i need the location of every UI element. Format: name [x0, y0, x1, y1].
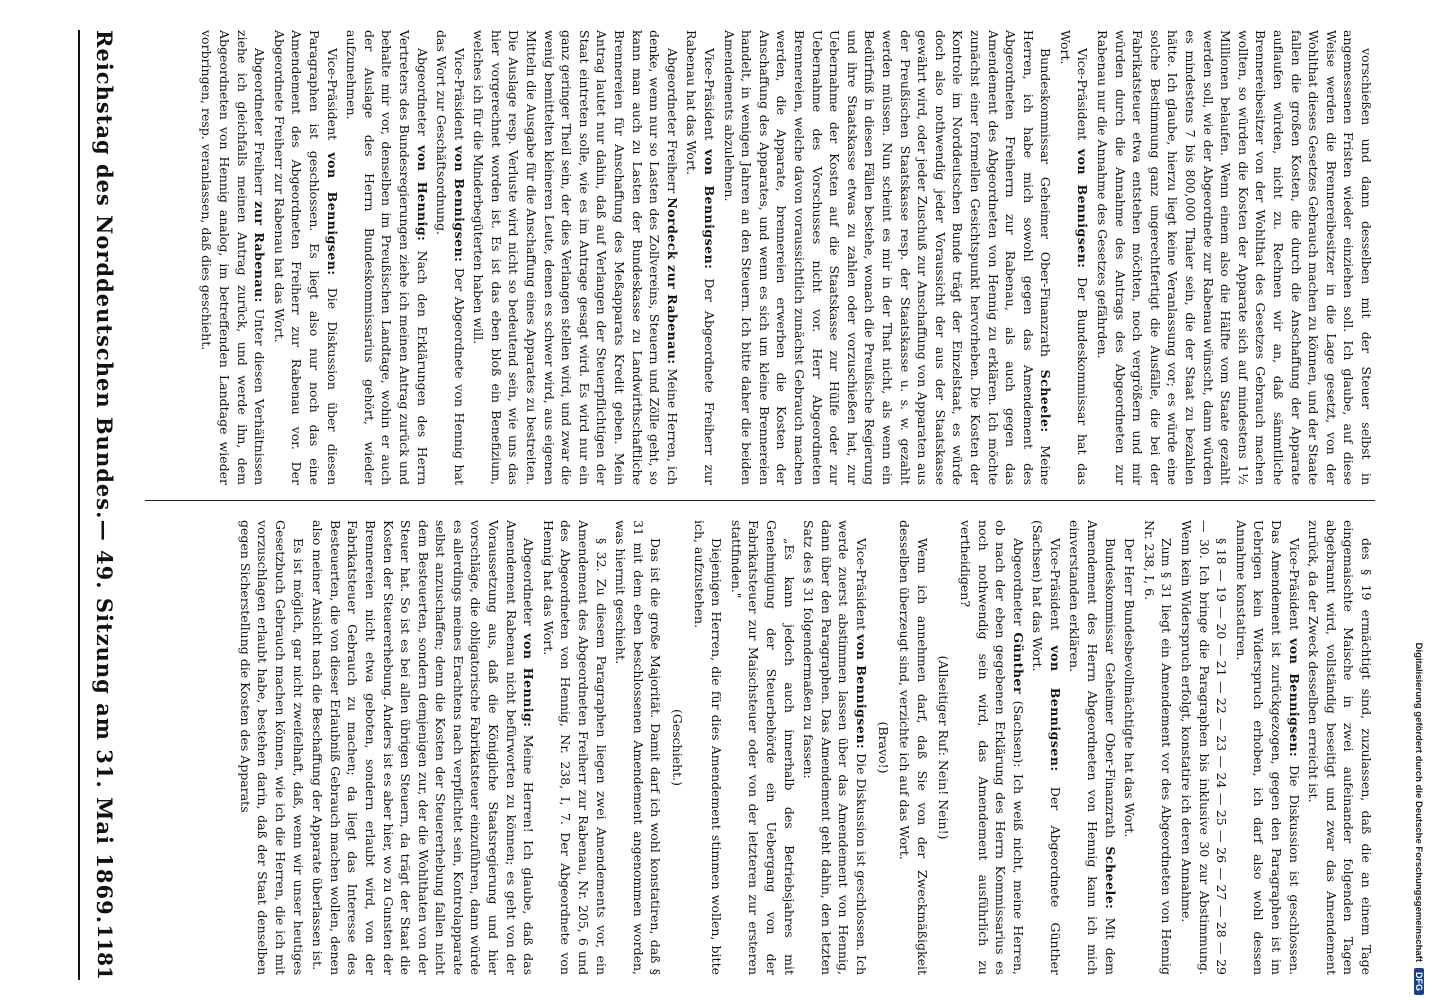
paragraph: Abgeordneter Freiherr Nordeck zur Rabenau: Meine Herren, ich denke, wenn nur so Lasten des Zollvereins, Steuern und Zölle geht, so kann man auch zu Lasten der Bundeskasse zu Landwirthschaftliche Brennereien für Anschaffung des Meßapparats Kredit geben. Mein Antrag lautet nur dahin, daß auf Verlangen der Steuerpflichtigen der Staat eintreten solle, wie es im Antrage gesagt wird. Es wird nur ein ganz geringer Theil sein, der dies Verlangen stellen wird, und zwar die wenig bemittelten kleineren Leute, denen es schwer wird, aus eigenen Mitteln die Ausgabe für die Anschaffung eines Apparates zu bestreiten. Die Auslage resp. Verluste wird nicht so bedeutend sein, wie uns das hier vorgerechnet worden ist. Es ist das eben bloß ein Benefizium, welches ich für die Minderbegüterten haben will.	[471, 30, 680, 485]
paragraph: Vice-Präsident von Bennigsen: Die Diskussion ist geschlossen. Das Amendement ist zurückgezogen, gegen den Paragraphen ist im Uebrigen kein Widerspruch erhoben, ich darf also wohl dessen Annahme konstatiren.	[1233, 520, 1302, 975]
paragraph: des § 19 ermächtigt sind, zuzulassen, daß die an einem Tage eingemaischte Maische in zwei aufeinander folgenden Tagen abgebrannt wird, vollständig beseitigt und zwar das Amendement zurück, da der Zweck desselben erreicht ist.	[1306, 520, 1374, 975]
rotated-document-page	[45, 0, 1415, 1000]
digitization-credit	[1412, 5, 1426, 995]
interjection: (Bravo!)	[875, 721, 891, 774]
dfg-logo: DFG	[1414, 968, 1424, 995]
paragraph: Vice-Präsident von Bennigsen: Der Abgeordnete Freiherr zur Rabenau hat das Wort.	[684, 30, 718, 485]
paragraph: § 18 — 19 — 20 — 21 — 22 — 23 — 24 — 25 — 26 — 27 — 28 — 29 — 30. Ich bringe die Paragraphen bis inklusive 30 zur Abstimmung. Wenn kein Widerspruch erfolgt, konstatire ich deren Annahme.	[1179, 520, 1230, 975]
paragraph: Zum § 31 liegt ein Amendement vor des Abgeordneten von Hennig Nr. 238, I, 6.	[1141, 520, 1175, 975]
paragraph: Abgeordneter Freiherr zur Rabenau: Unter diesen Verhältnissen ziehe ich gleichfalls meinen Antrag zurück, und werde ihn, dem Abgeordneten von Hennig analog, im betreffenden Landtage wieder vorbringen, resp. veranlassen, daß dies geschieht.	[199, 30, 268, 485]
interjection: (Geschieht.)	[670, 708, 686, 787]
paragraph: Abgeordneter von Hennig: Meine Herren! Ich glaube, daß das Amendement Rabenau nicht befürworten zu können; es geht von der Voraussetzung aus, daß die Königliche Staatsregierung und hier vorschläge, die obligatorische Fabrikatsteuer einzuführen, dann würde es allerdings meines Erachtens nach verpflichtet sein, Kontrolapparate selbst anzuschaffen; denn die Kosten der Steuererhebung fallen nicht dem Besteuerten, sondern demjenigen zur, der die Wohlthaten von der Steuer hat. So ist es bei allen übrigen Steuern, da trägt der Staat die Kosten der Steuererhebung. Anders ist es aber hier, wo zu Gunsten der Brennereien nicht etwa geboten, sondern erlaubt wird, von der Fabrikatsteuer Gebrauch zu machen; da liegt das Interesse des Besteuerten, die von dieser Erlaubniß Gebrauch machen wollen, denen also meiner Ansicht nach die Beschaffung der Apparate überlassen ist.	[310, 520, 537, 975]
paragraph: Das ist die große Majorität. Damit darf ich wohl konstatiren, daß § 31 mit dem eben beschlossenen Amendement angenommen worden, was hiermit geschieht.	[613, 520, 664, 975]
credit-text: Digitalisierung gefördert durch die Deutsche Forschungsgemeinschaft	[1413, 642, 1425, 962]
paragraph: Vice-Präsident von Bennigsen: Die Diskussion über diesen Paragraphen ist geschlossen. Es liegt also nur noch das eine Amendement des Abgeordneten Freiherr zur Rabenau vor. Der Abgeordnete Freiherr zur Rabenau hat das Wort.	[271, 30, 340, 485]
interjection: (Allseitiger Ruf: Nein! Nein!)	[936, 655, 952, 840]
paragraph: Abgeordneter Günther (Sachsen): Ich weiß nicht, meine Herren, ob nach der eben gegebenen Erklärung des Herrn Kommissarius es noch nothwendig sein wird, das Amendement ausführlich zu vertheidigen?	[957, 520, 1026, 975]
session-title: — 49. Sitzung am 31. Mai 1869.	[92, 519, 118, 925]
paragraph: Diejenigen Herren, die für dies Amendement stimmen wollen, bitte ich, aufzustehen.	[691, 520, 725, 975]
paragraph: Der Herr Bundesbevollmächtigte hat das Wort.	[1122, 538, 1138, 838]
page-number: 1181	[93, 924, 117, 980]
quoted-amendment: „Es kann jedoch auch innerhalb des Betriebsjahres mit Genehmigung der Steuerbehörde ein Uebergang von der Fabrikatsteuer zur Maischsteuer oder von der letzteren zur ersteren stattfinden."	[728, 520, 797, 975]
paragraph: Vice-Präsident von Bennigsen: Die Diskussion ist geschlossen. Ich werde zuerst abstimmen lassen über das Amendement von Hennig, dann über den Paragraphen. Das Amendement geht dahin, den letzten Satz des § 31 folgendermaßen zu fassen:	[801, 520, 869, 975]
paragraph: Es ist möglich, gar nicht zweifelhaft, daß, wenn wir unser heutiges Gesetzbuch Gebrauch machen können, wie ich die Herren, die ich mit vorzuschlagen erlaubt habe, bestehen darin, daß der Staat denselben gegen Sicherstellung die Kosten des Apparats	[237, 520, 306, 975]
paragraph: vorschießen und dann desselben mit der Steuer selbst in angemessenen Fristen wieder einziehen soll. Ich glaube, auf diese Weise werden die Brennereibesitzer in die Lage gesetzt, von der Wohlthat dieses Gesetzes Gebrauch machen zu können, und der Staate fallen die großen Kosten, die durch die Anschaffung der Apparate auflaufen würden, nicht zu. Rechnen wir an, daß sämmtliche Brennereibesitzer von der Wohlthat des Gesetzes Gebrauch machen wollten, so würden die Kosten der Apparate sich auf mindestens 1½ Millionen belaufen. Wenn einem also die Hälfte vom Staate gezahlt werden soll, wie der Abgeordnete zur Rabenau wünscht, dann würden es mindestens 7 bis 800,000 Thaler sein, die der Staat zu bezahlen hätte. Ich glaube, hierzu liegt keine Veranlassung vor; es würde eine solche Bestimmung ganz ungerechtfertigt die Ausfälle, die bei der Fabrikatsteuer etwa entstehen möchten, noch vergrößern und mir würden durch die Annahme des Antrags des Abgeordneten zur Rabenau nur die Annahme des Gesetzes gefährden.	[1095, 30, 1374, 485]
paragraph: Abgeordneter von Hennig: Nach den Erklärungen des Herrn Vertreters des Bundesregierungen ziehe ich meinen Antrag zurück und behalte mir vor, denselben im Preußischen Landtage, wohin er auch der Auslage des Herrn Bundeskommissarius gehört, wieder aufzunehmen.	[344, 30, 430, 485]
paragraph: Bundeskommissar Geheimer Ober-Finanzrath Scheele: Meine Herren, ich habe mich sowohl gegen das Amendement des Abgeordneten Freiherrn zur Rabenau, als auch gegen das Amendement des Abgeordneten von Hennig zu erklären. Ich möchte zunächst einer formellen Gesichtspunkt hervorheben. Die Kosten der Kontrole im Norddeutschen Bunde trägt der Einzelstaat, es würde doch also nothwendig jeder Voraussicht der aus der Staatskasse gewährt wird, oder jeder Zuschuß zur Anschaffung von Apparaten aus der Preußischen Staatskasse resp. der Staatskasse u. s. w. gezahlt werden müssen. Nun scheint es mir in der That nicht, als wenn ein Bedürfniß in diesen Fällen bestehe, wonach die Preußische Regierung und ihre Staatskasse etwas zu zahlen oder vorzuschießen hat, zur Uebernahme der Kosten auf die Staatskasse zur Hülfe oder zur Uebernahme des Vorschusses nicht vor. Herr Abgeordneten Brennereien, welche davon voraussichtlich zunächst Gebrauch machen werden, die Apparate, brennereien erwerben die Kosten der Anschaffung des Apparates, und wenn es sich um kleine Brennereien handelt, in wenigen Jahren an den Steuern. Ich bitte daher die beiden Amendements abzulehnen.	[721, 30, 1054, 485]
paragraph: Vice-Präsident von Bennigsen: Der Abgeordnete von Hennig hat das Wort zur Geschäftsordnung.	[434, 30, 467, 485]
left-text-column	[145, 520, 1375, 975]
column-divider	[145, 500, 1375, 501]
paragraph: Bundeskommissar Geheimer Ober-Finanzrath Scheele: Mit dem Amendement des Herrn Abgeordneten von Hennig kann ich mich einverstanden erklären.	[1067, 520, 1118, 975]
paragraph: Vice-Präsident von Bennigsen: Der Abgeordnete Günther (Sachsen) hat das Wort.	[1030, 520, 1063, 975]
paragraph: § 32. Zu diesem Paragraphen liegen zwei Amendements vor, ein Amendement des Abgeordneten Freiherr zur Rabenau, Nr. 205, 6 und des Abgeordneten von Hennig, Nr. 238, I, 7. Der Abgeordnete von Hennig hat das Wort.	[540, 520, 609, 975]
right-text-column	[145, 30, 1375, 485]
paragraph: Vice-Präsident von Bennigsen: Der Bundeskommissar hat das Wort.	[1057, 30, 1091, 485]
running-title: Reichstag des Norddeutschen Bundes.	[92, 30, 118, 520]
page-header	[78, 30, 130, 980]
paragraph: Wenn ich annehmen darf, daß Sie von der Zweckmäßigkeit desselben überzeugt sind, verzichte ich auf das Wort.	[897, 520, 930, 975]
